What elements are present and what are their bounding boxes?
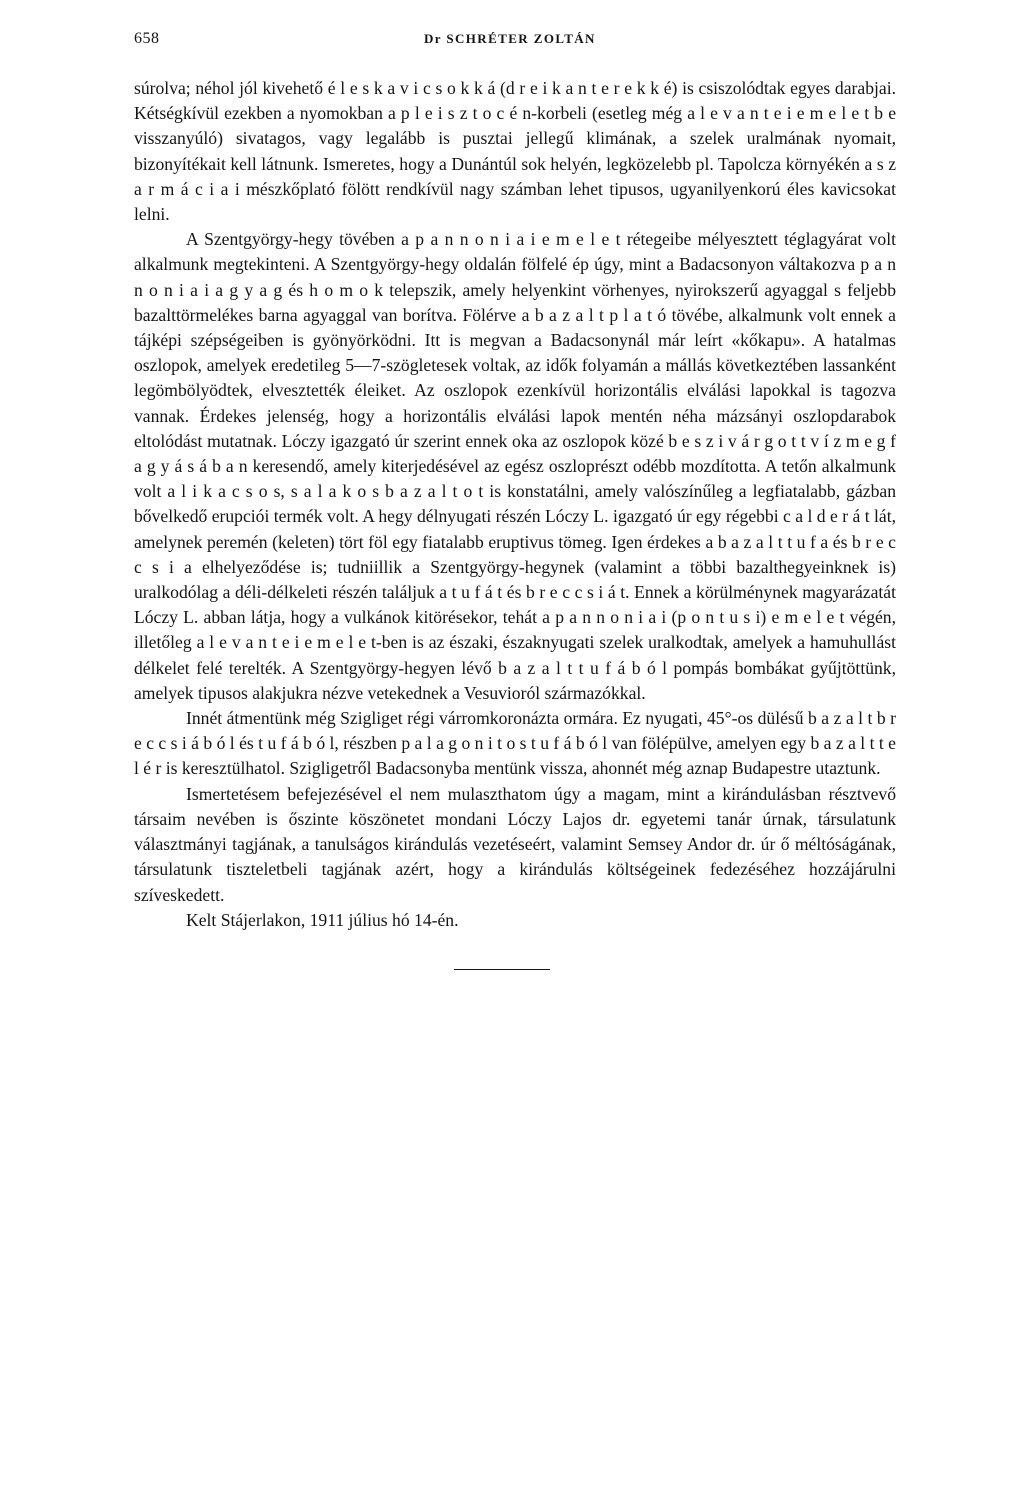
end-rule [454,969,550,970]
running-head [134,30,896,66]
page-number: 658 [134,30,160,47]
document-page [134,30,896,970]
dateline: Kelt Stájerlakon, 1911 július hó 14-én. [186,909,459,930]
body-text [134,76,896,933]
running-head-author: Dr SCHRÉTER ZOLTÁN [424,31,596,46]
paragraph-acknowledgement: Ismertetésem befejezésével el nem mulaszthatom úgy a magam, mint a kirándulásban résztvevő társaim nevében is őszinte köszönetet mondani Lóczy Lajos dr. egyetemi tanár úrnak, társulatunk választmányi tagjának, a tanulságos kirándulás vezetéseért, valamint Semsey Andor dr. úr ő méltóságának, társulatunk tiszteletbeli tagjának azért, hogy a kirándulás költségeinek fedezéséhez hozzájárulni szíveskedett. [134,783,896,905]
paragraph-szentgyorgy-hegy: A Szentgyörgy-hegy tövében a p a n n o n i a i e m e l e t rétegeibe mélyesztett téglagyárat volt alkalmunk megtekinteni. A Szentgyörgy-hegy oldalán fölfelé ép úgy, mint a Badacsonyon váltakozva p a n n o n i a i a g y a g és h o m o k telepszik, amely helyenkint vörhenyes, nyirokszerű agyaggal s feljebb bazalttörmelékes barna agyaggal van borítva. Fölérve a b a z a l t p l a t ó tövébe, alkalmunk volt ennek a tájképi szépségeiben is gyönyörködni. Itt is megvan a Badacsonynál már leírt «kőkapu». A hatalmas oszlopok, amelyek eredetileg 5—7-szögletesek voltak, az idők folyamán a mállás következtében lassanként legömbölyödtek, elvesztették éleiket. Az oszlopok ezenkívül horizontális elválási lapokkal is tagozva vannak. Érdekes jelenség, hogy a horizontális elválási lapok mentén néha mázsányi oszlopdarabok eltolódást mutatnak. Lóczy igazgató úr szerint ennek oka az oszlopok közé b e s z i v á r g o t t v í z m e g f a g y á s á b a n keresendő, amely kiterjedésével az egész oszloprészt odébb mozdította. A tetőn alkalmunk volt a l i k a c s o s, s a l a k o s b a z a l t o t is konstatálni, amely valószínűleg a legfiatalabb, gázban bővelkedő erupciói termék volt. A hegy délnyugati részén Lóczy L. igazgató úr egy régebbi c a l d e r á t lát, amelynek peremén (keleten) tört föl egy fiatalabb eruptivus tömeg. Igen érdekes a b a z a l t t u f a és b r e c c s i a elhelyeződése is; tudniillik a Szentgyörgy-hegynek (valamint a többi bazalthegyeinknek is) uralkodólag a déli-délkeleti részén találjuk a t u f á t és b r e c c s i á t. Ennek a körülménynek magyarázatát Lóczy L. abban látja, hogy a vulkánok kitörésekor, tehát a p a n n o n i a i (p o n t u s i) e m e l e t végén, illetőleg a l e v a n t e i e m e l e t-ben is az északi, északnyugati szelek uralkodtak, amelyek a hamuhullást délkelet felé terelték. A Szentgyörgy-hegyen lévő b a z a l t t u f á b ó l pompás bombákat gyűjtöttünk, amelyek tipusos alakjukra nézve vetekednek a Vesuvioról származókkal. [134,229,896,703]
paragraph-continued: súrolva; néhol jól kivehető é l e s k a v i c s o k k á (d r e i k a n t e r e k k é) is csiszolódtak egyes darabjai. Kétségkívül ezekben a nyomokban a p l e i s z t o c é n-korbeli (esetleg még a l e v a n t e i e m e l e t b e visszanyúló) sivatagos, vagy legalább is pusztai jellegű klimának, a szelek uralmának nyomait, bizonyítékait kell látnunk. Ismeretes, hogy a Dunántúl sok helyén, legközelebb pl. Tapolcza környékén a s z a r m á c i a i mészkőplató fölött rendkívül nagy számban lehet tipusos, ugyanilyenkorú éles kavicsokat lelni. [134,78,896,225]
paragraph-szigliget: Innét átmentünk még Szigliget régi várromkoronázta ormára. Ez nyugati, 45°-os dülésű b a z a l t b r e c c s i á b ó l és t u f á b ó l, részben p a l a g o n i t o s t u f á b ó l van fölépülve, amelyen egy b a z a l t t e l é r is keresztülhatol. Szigligetről Badacsonyba mentünk vissza, ahonnét még aznap Budapestre utaztunk. [134,708,896,779]
